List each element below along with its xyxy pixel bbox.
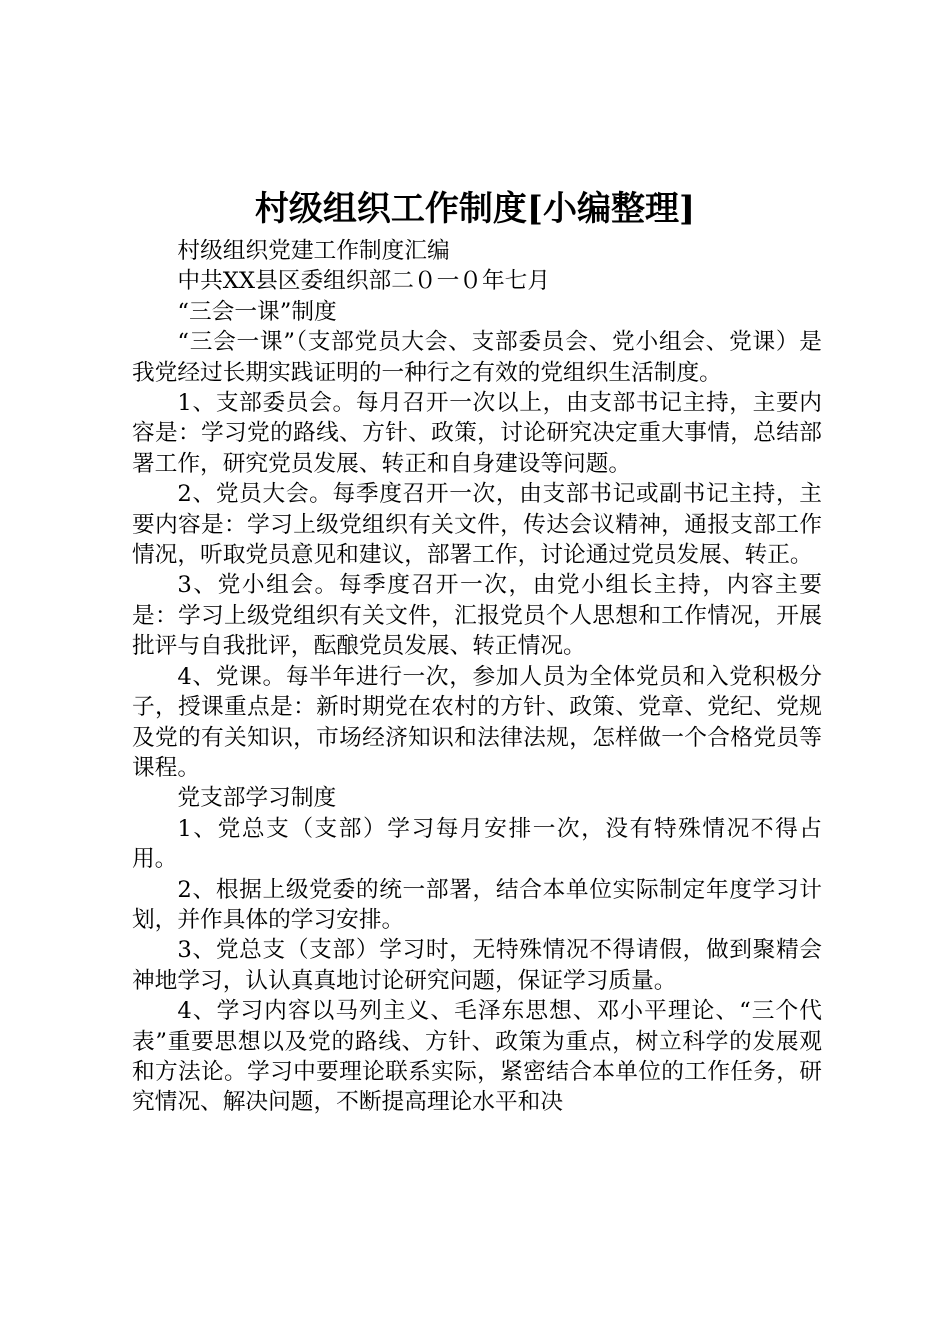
section-heading-three-meetings: “三会一课”制度 — [177, 298, 337, 325]
paragraph-study-4: 4、学习内容以马列主义、毛泽东思想、邓小平理论、“三个代表”重要思想以及党的路线、方针、政策为重点，树立科学的发展观和方法论。学习中要理论联系实际，紧密结合本单位的工作任务，研究情况、解决问题，不断提高理论水平和决 — [132, 998, 822, 1116]
paragraph-item-2: 2、党员大会。每季度召开一次，由支部书记或副书记主持，主要内容是：学习上级党组织有关文件，传达会议精神，通报支部工作情况，听取党员意见和建议，部署工作，讨论通过党员发展、转正。 — [132, 481, 822, 569]
section-heading-study-system: 党支部学习制度 — [177, 785, 337, 812]
paragraph-study-2: 2、根据上级党委的统一部署，结合本单位实际制定年度学习计划，并作具体的学习安排。 — [132, 876, 822, 933]
document-title: 村级组织工作制度[小编整理] — [254, 189, 696, 229]
issuer-line: 中共XX县区委组织部二０一０年七月 — [177, 268, 551, 295]
paragraph-intro: “三会一课”（支部党员大会、支部委员会、党小组会、党课）是我党经过长期实践证明的一种行之有效的党组织生活制度。 — [132, 329, 822, 386]
subtitle-compilation: 村级组织党建工作制度汇编 — [177, 238, 450, 264]
paragraph-item-3: 3、党小组会。每季度召开一次，由党小组长主持，内容主要是：学习上级党组织有关文件，汇报党员个人思想和工作情况，开展批评与自我批评，酝酿党员发展、转正情况。 — [132, 572, 822, 660]
document-body — [132, 236, 822, 1118]
paragraph-study-1: 1、党总支（支部）学习每月安排一次，没有特殊情况不得占用。 — [132, 815, 822, 873]
paragraph-study-3: 3、党总支（支部）学习时，无特殊情况不得请假，做到聚精会神地学习，认认真真地讨论研究问题，保证学习质量。 — [132, 937, 822, 994]
paragraph-item-4: 4、党课。每半年进行一次，参加人员为全体党员和入党积极分子，授课重点是：新时期党在农村的方针、政策、党章、党纪、党规及党的有关知识，市场经济知识和法律法规，怎样做一个合格党员等课程。 — [132, 663, 822, 781]
paragraph-item-1: 1、支部委员会。每月召开一次以上，由支部书记主持，主要内容是：学习党的路线、方针、政策，讨论研究决定重大事情，总结部署工作，研究党员发展、转正和自身建设等问题。 — [132, 390, 822, 477]
